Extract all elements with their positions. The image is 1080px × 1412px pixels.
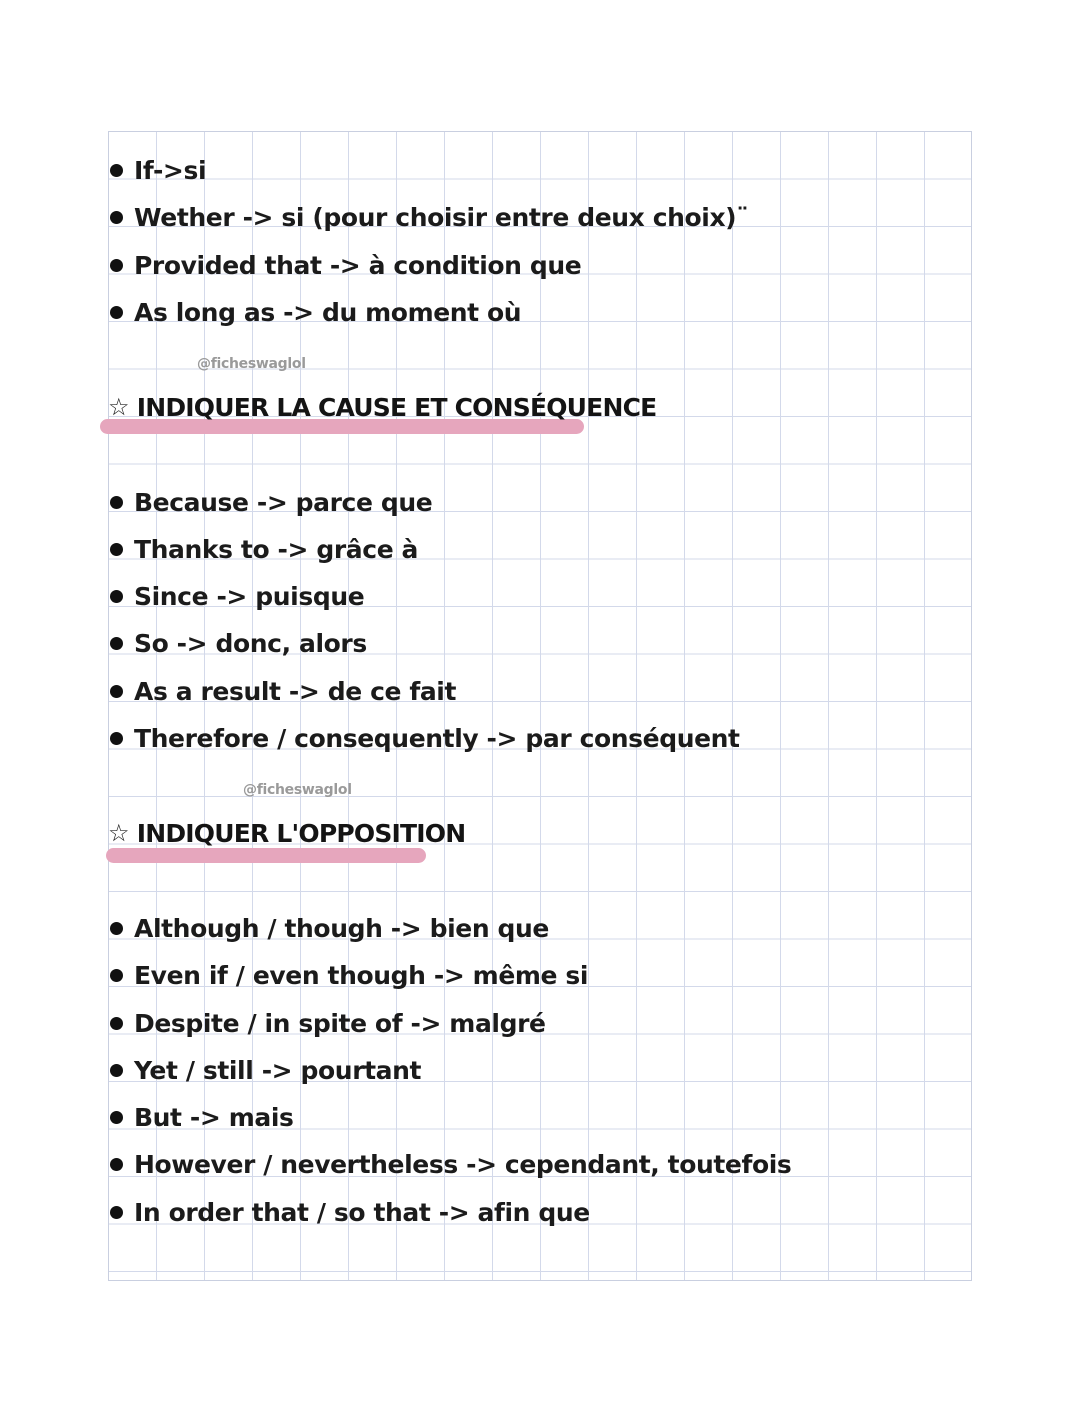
list-item: As long as -> du moment où — [108, 292, 521, 332]
list-item: As a result -> de ce fait — [108, 671, 456, 711]
section-heading-opposition: ☆ INDIQUER L'OPPOSITION — [108, 818, 466, 848]
list-item: In order that / so that -> afin que — [108, 1192, 590, 1232]
bullet-icon — [110, 259, 123, 272]
bullet-icon — [110, 685, 123, 698]
list-item: Wether -> si (pour choisir entre deux choix)¨ — [108, 197, 748, 237]
bullet-icon — [110, 543, 123, 556]
list-item: Even if / even though -> même si — [108, 955, 588, 995]
bullet-icon — [110, 306, 123, 319]
watermark: @ficheswaglol — [243, 782, 352, 798]
bullet-icon — [110, 590, 123, 603]
list-item: Despite / in spite of -> malgré — [108, 1003, 546, 1043]
list-item: Provided that -> à condition que — [108, 245, 581, 285]
list-item: But -> mais — [108, 1097, 294, 1137]
section-heading-cause: ☆ INDIQUER LA CAUSE ET CONSÉQUENCE — [108, 392, 657, 422]
bullet-icon — [110, 637, 123, 650]
list-item: Although / though -> bien que — [108, 908, 549, 948]
bullet-icon — [110, 969, 123, 982]
list-item: Since -> puisque — [108, 576, 364, 616]
bullet-icon — [110, 1064, 123, 1077]
bullet-icon — [110, 732, 123, 745]
bullet-icon — [110, 1158, 123, 1171]
bullet-icon — [110, 164, 123, 177]
list-item: Thanks to -> grâce à — [108, 529, 418, 569]
list-item: Therefore / consequently -> par conséquent — [108, 718, 740, 758]
star-icon: ☆ — [108, 393, 129, 421]
list-item: Yet / still -> pourtant — [108, 1050, 421, 1090]
list-item: Because -> parce que — [108, 482, 432, 522]
list-item: So -> donc, alors — [108, 623, 367, 663]
bullet-icon — [110, 1206, 123, 1219]
watermark: @ficheswaglol — [197, 356, 306, 372]
bullet-icon — [110, 1017, 123, 1030]
bullet-icon — [110, 496, 123, 509]
bullet-icon — [110, 211, 123, 224]
star-icon: ☆ — [108, 819, 129, 847]
bullet-icon — [110, 1111, 123, 1124]
bullet-icon — [110, 922, 123, 935]
list-item: If->si — [108, 150, 206, 190]
list-item: However / nevertheless -> cependant, toutefois — [108, 1144, 791, 1184]
